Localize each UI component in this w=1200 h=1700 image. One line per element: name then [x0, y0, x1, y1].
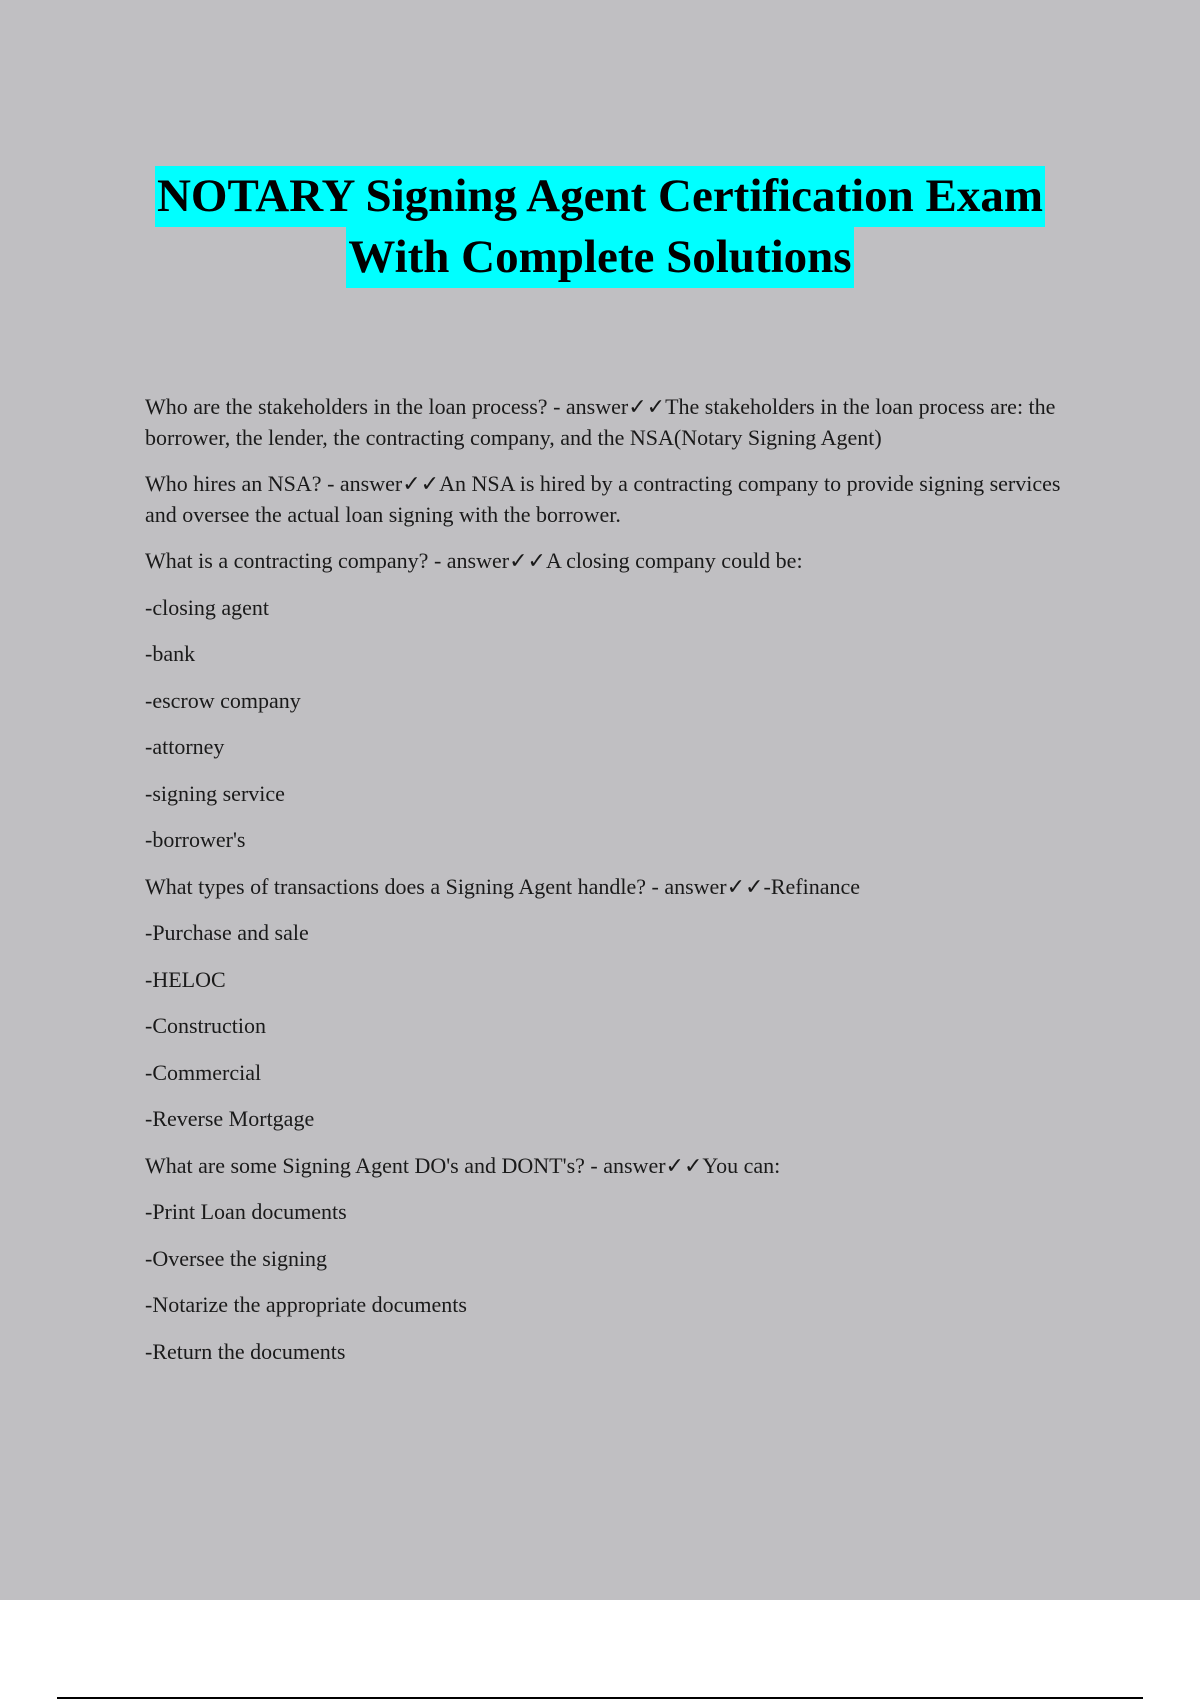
list-item: -Construction — [145, 1013, 266, 1038]
qa-paragraph: What types of transactions does a Signing Agent handle? - answer✓✓-Refinance — [145, 873, 860, 899]
list-item: -closing agent — [145, 594, 270, 620]
list-item: -bank — [145, 641, 196, 666]
document-title — [0, 166, 1200, 288]
title-line-1: NOTARY Signing Agent Certification Exam — [155, 166, 1045, 227]
qa-paragraph: Who are the stakeholders in the loan process? - answer✓✓The stakeholders in the loan process are: the borrower, the lender, the contracting company, and the NSA(Notary Signing Agent) — [145, 394, 1056, 450]
list-item: -Print Loan documents — [145, 1199, 347, 1224]
list-item: -Notarize the appropriate documents — [145, 1292, 467, 1317]
list-item: -attorney — [145, 734, 225, 759]
qa-paragraph: What is a contracting company? - answer✓✓A closing company could be: — [145, 548, 803, 573]
list-item: -Oversee the signing — [145, 1245, 328, 1271]
qa-paragraph: What are some Signing Agent DO's and DONT's? - answer✓✓You can: — [145, 1152, 781, 1178]
title-line-2: With Complete Solutions — [346, 227, 853, 288]
qa-paragraph: Who hires an NSA? - answer✓✓An NSA is hired by a contracting company to provide signing services and oversee the actual loan signing with the borrower. — [145, 471, 1061, 527]
list-item: -Purchase and sale — [145, 920, 309, 945]
list-item: -signing service — [145, 780, 285, 806]
list-item: -borrower's — [145, 827, 246, 852]
list-item: -escrow company — [145, 687, 301, 713]
list-item: -Commercial — [145, 1059, 262, 1085]
list-item: -HELOC — [145, 966, 226, 992]
document-body — [145, 392, 1075, 1383]
footer-divider — [57, 1697, 1143, 1699]
list-item: -Reverse Mortgage — [145, 1106, 315, 1131]
list-item: -Return the documents — [145, 1338, 346, 1364]
